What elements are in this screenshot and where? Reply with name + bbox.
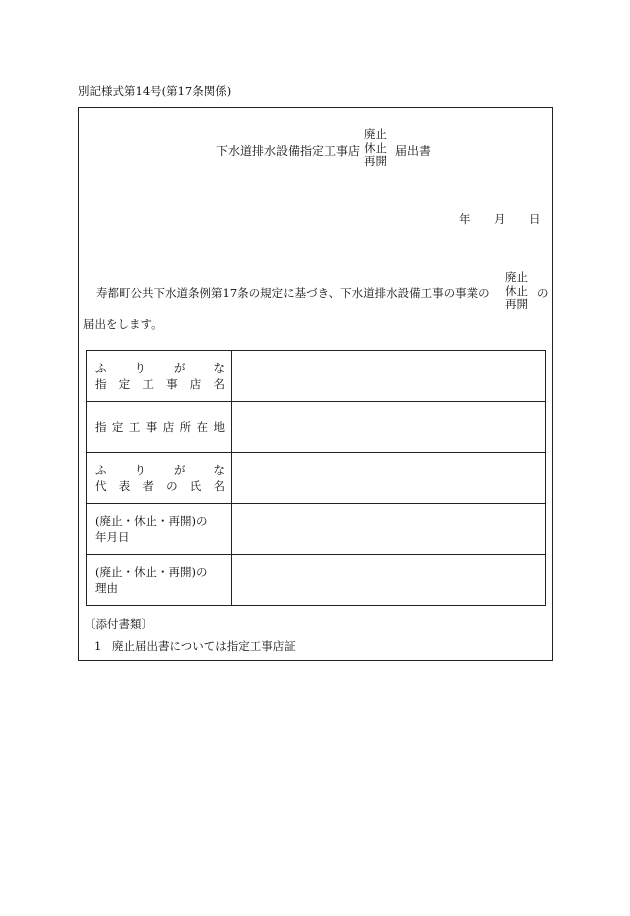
label-char: 氏 [189, 479, 202, 493]
row-label-company-address [87, 402, 232, 453]
label-char: り [134, 361, 146, 375]
company-address-label [95, 419, 225, 435]
table-row [87, 453, 546, 504]
company-address-field[interactable] [232, 402, 546, 453]
label-char: 表 [118, 479, 131, 493]
label-char: 指 [95, 420, 107, 434]
statement-options [505, 271, 528, 312]
date-label-line1: (廃止・休止・再開)の [95, 514, 208, 528]
label-char: り [134, 463, 146, 477]
table-row [87, 351, 546, 402]
row-label-representative [87, 453, 232, 504]
title-suffix: 届出書 [395, 144, 432, 158]
date-field[interactable] [232, 504, 546, 555]
title-main: 下水道排水設備指定工事店 [216, 144, 361, 158]
reason-label-line2: 理由 [95, 581, 118, 595]
row-label-date [87, 504, 232, 555]
title-option-resume: 再開 [364, 154, 387, 168]
statement-particle: の [537, 286, 549, 300]
label-char: の [166, 479, 178, 493]
title-option-suspend: 休止 [364, 140, 387, 155]
reason-label-line1: (廃止・休止・再開)の [95, 565, 208, 579]
statement-text: 寿都町公共下水道条例第17条の規定に基づき、下水道排水設備工事の事業の [96, 286, 490, 300]
label-char: 所 [179, 420, 192, 434]
label-char: 事 [166, 377, 178, 391]
title-options [364, 128, 387, 169]
statement-text2: 届出をします。 [83, 317, 163, 331]
label-char: 工 [128, 420, 141, 434]
date-label-line2: 年月日 [95, 530, 130, 544]
info-table [86, 350, 546, 606]
statement-option-abolish: 廃止 [505, 270, 528, 284]
label-char: 工 [142, 377, 154, 391]
label-char: 者 [142, 479, 154, 493]
table-row [87, 402, 546, 453]
label-char: 名 [213, 377, 225, 391]
date-month: 月 [494, 212, 506, 226]
label-char: 事 [145, 420, 158, 434]
label-char: な [213, 361, 225, 375]
label-char: 店 [162, 420, 175, 434]
label-char: が [174, 463, 186, 477]
label-char: 店 [189, 377, 202, 391]
label-char: ふ [95, 361, 107, 375]
representative-field[interactable] [232, 453, 546, 504]
label-char: な [213, 463, 225, 477]
label-char: 在 [196, 420, 209, 434]
row-label-company-name [87, 351, 232, 402]
label-char: 地 [213, 420, 225, 434]
date-day: 日 [529, 212, 541, 226]
form-frame [78, 107, 553, 661]
attachment-text: 廃止届出書については指定工事店証 [112, 639, 296, 653]
date-year: 年 [459, 212, 471, 226]
label-char: 指 [95, 377, 107, 391]
company-name-label [95, 376, 225, 392]
table-row [87, 555, 546, 606]
form-label: 別記様式第14号(第17条関係) [78, 84, 232, 98]
label-char: 名 [213, 479, 225, 493]
representative-label [95, 478, 225, 494]
label-char: 定 [111, 420, 124, 434]
statement-option-resume: 再開 [505, 297, 528, 311]
label-char: ふ [95, 463, 107, 477]
label-char: が [174, 361, 186, 375]
label-char: 代 [95, 479, 107, 493]
furigana-label [95, 462, 225, 478]
title-option-abolish: 廃止 [364, 127, 387, 141]
furigana-label [95, 360, 225, 376]
table-row [87, 504, 546, 555]
form-title [79, 128, 552, 172]
label-char: 定 [118, 377, 131, 391]
attachments-heading: 〔添付書類〕 [84, 617, 153, 631]
reason-field[interactable] [232, 555, 546, 606]
company-name-field[interactable] [232, 351, 546, 402]
attachment-number: 1 [94, 639, 102, 653]
row-label-reason [87, 555, 232, 606]
statement-option-suspend: 休止 [505, 283, 528, 298]
attachment-item [94, 638, 296, 654]
